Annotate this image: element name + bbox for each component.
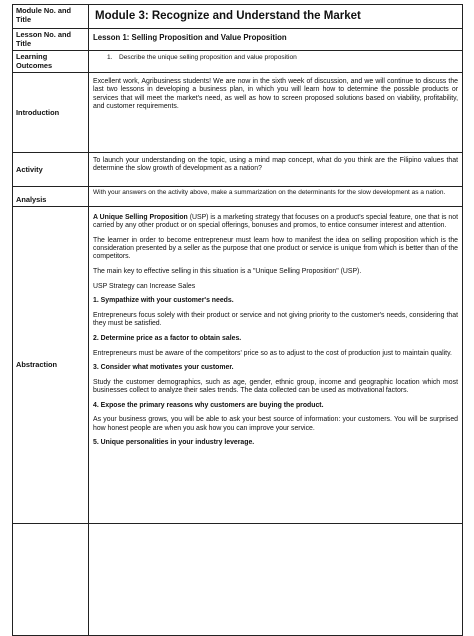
abstraction-paragraph-4: USP Strategy can Increase Sales bbox=[93, 282, 196, 290]
strategy-heading-2: 2. Determine price as a factor to obtain sales. bbox=[93, 334, 242, 342]
activity-text: To launch your understanding on the topic, using a mind map concept, what do you think are the Filipino values that determine the slow growth of development as a nation? bbox=[93, 157, 458, 173]
abstraction-paragraph-3: The main key to effective selling in this situation is a "Unique Selling Proposition" (USP). bbox=[93, 268, 362, 276]
blank-label-cell bbox=[13, 524, 89, 636]
lesson-label: Lesson No. and Title bbox=[13, 29, 89, 51]
strategy-text-3: Study the customer demographics, such as age, gender, ethnic group, income and geographic location which most businesses collect to analyze their sales trends. The data collected can be used as motivational factors. bbox=[93, 378, 458, 395]
introduction-row bbox=[13, 73, 463, 153]
introduction-text: Excellent work, Agribusiness students! We are now in the sixth week of discussion, and we will continue to discuss the last two lessons in developing a business plan, in which you will learn how to determine the possible products or services that will meet the market's need, as well as how to screen proposed solutions based on viability, profitability, and customer requirements. bbox=[93, 78, 458, 110]
blank-content-cell bbox=[89, 524, 463, 636]
strategy-text-1: Entrepreneurs focus solely with their product or service and not giving priority to the customer's needs, considering that they must be satisfied. bbox=[93, 312, 458, 328]
analysis-text: With your answers on the activity above, make a summarization on the determinants for the slow development as a nation. bbox=[93, 189, 446, 197]
usp-definition: (USP) is a marketing strategy that focuses on a product's special feature, one that is not carried by any other product or on special offerings, bonuses and promos, to entice consumer interest and attention. bbox=[93, 214, 458, 230]
outcome-number: 1. bbox=[107, 54, 113, 62]
module-table bbox=[12, 4, 463, 636]
abstraction-paragraph-2: The learner in order to become entrepreneur must learn how to manifest the idea on selling proposition which is the consideration presented by a seller as the purpose that one product or service is unique from which is better than of the competitors. bbox=[93, 237, 458, 261]
strategy-heading-4: 4. Expose the primary reasons why customers are buying the product. bbox=[93, 401, 324, 409]
activity-label: Activity bbox=[13, 153, 89, 187]
outcome-text: Describe the unique selling proposition and value proposition bbox=[119, 54, 297, 62]
strategy-heading-3: 3. Consider what motivates your customer. bbox=[93, 364, 234, 372]
lesson-title: Lesson 1: Selling Proposition and Value Proposition bbox=[93, 33, 287, 42]
blank-row bbox=[13, 524, 463, 636]
strategy-heading-5: 5. Unique personalities in your industry leverage. bbox=[93, 439, 255, 447]
lesson-row bbox=[13, 29, 463, 51]
abstraction-label: Abstraction bbox=[13, 207, 89, 524]
activity-row bbox=[13, 153, 463, 187]
module-title: Module 3: Recognize and Understand the Market bbox=[95, 10, 361, 22]
strategy-text-2: Entrepreneurs must be aware of the competitors' price so as to adjust to the cost of production just to maintain quality. bbox=[93, 349, 452, 357]
module-row bbox=[13, 5, 463, 29]
usp-paragraph bbox=[93, 214, 458, 230]
outcomes-label: Learning Outcomes bbox=[13, 51, 89, 73]
strategy-text-4: As your business grows, you will be able to ask your best source of information: your customers. You will be surprised how honest people are when you ask how you can improve your service. bbox=[93, 416, 458, 432]
analysis-label: Analysis bbox=[13, 187, 89, 207]
outcomes-row bbox=[13, 51, 463, 73]
abstraction-row bbox=[13, 207, 463, 524]
module-label: Module No. and Title bbox=[13, 5, 89, 29]
strategy-heading-1: 1. Sympathize with your customer's needs. bbox=[93, 297, 234, 305]
usp-term: A Unique Selling Proposition bbox=[93, 214, 188, 222]
analysis-row bbox=[13, 187, 463, 207]
introduction-label: Introduction bbox=[13, 73, 89, 153]
outcome-item bbox=[93, 53, 458, 62]
